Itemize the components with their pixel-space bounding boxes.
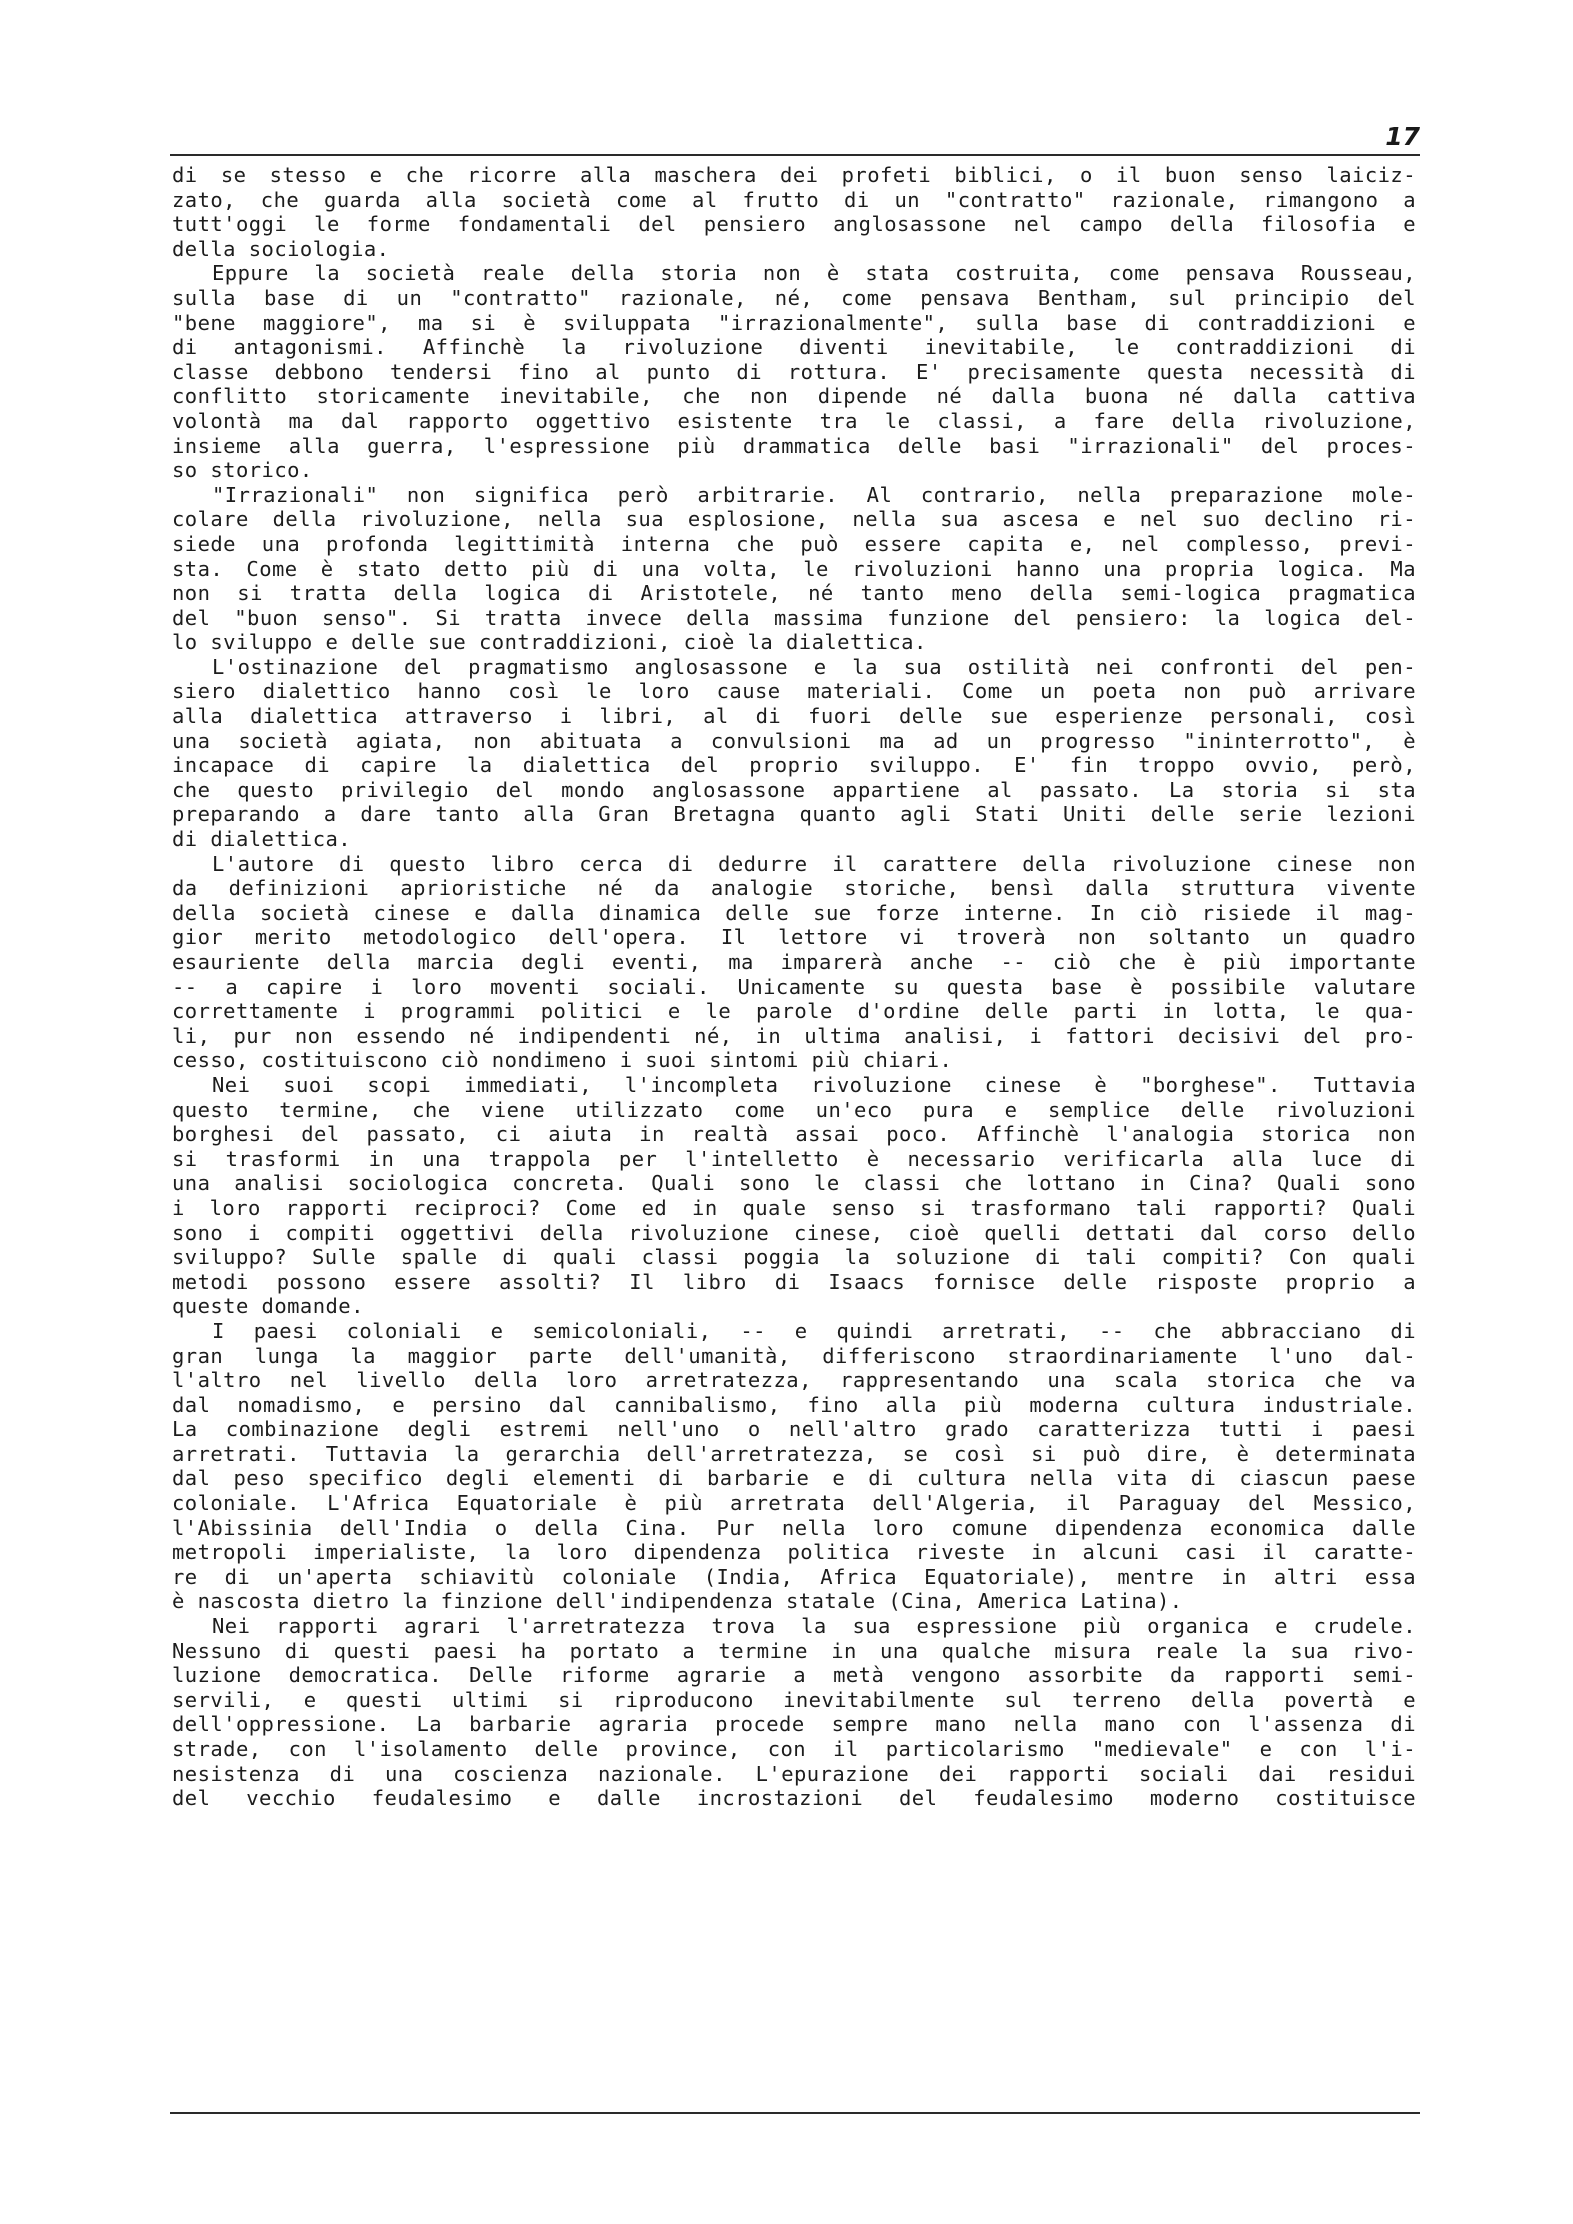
text-line: l'altro nel livello della loro arretratezza, rappresentando una scala storica che va [172, 1368, 1416, 1393]
text-line: zato, che guarda alla società come al frutto di un "contratto" razionale, rimangono a [172, 187, 1416, 212]
body-text [172, 163, 1416, 1811]
text-line: colare della rivoluzione, nella sua esplosione, nella sua ascesa e nel suo declino ri- [172, 507, 1416, 532]
text-line: della sociologia. [172, 236, 390, 261]
text-line: conflitto storicamente inevitabile, che non dipende né dalla buona né dalla cattiva [172, 384, 1416, 409]
text-line: "bene maggiore", ma si è sviluppata "irrazionalmente", sulla base di contraddizioni e [172, 310, 1416, 335]
text-line: dal nomadismo, e persino dal cannibalismo, fino alla più moderna cultura industriale. [172, 1392, 1416, 1417]
page-number: 17 [1385, 122, 1420, 151]
text-line: esauriente della marcia degli eventi, ma imparerà anche -- ciò che è più importante [172, 950, 1416, 974]
text-line: di antagonismi. Affinchè la rivoluzione diventi inevitabile, le contraddizioni di [172, 335, 1416, 360]
text-line: del vecchio feudalesimo e dalle incrostazioni del feudalesimo moderno costituisce [172, 1786, 1416, 1811]
text-line: servili, e questi ultimi si riproducono inevitabilmente sul terreno della povertà e [172, 1687, 1416, 1712]
text-line: tutt'oggi le forme fondamentali del pensiero anglosassone nel campo della filosofia e [172, 212, 1416, 237]
text-line: metropoli imperialiste, la loro dipendenza politica riveste in alcuni casi il caratte- [172, 1540, 1416, 1565]
text-line: so storico. [172, 458, 313, 483]
text-line: L'ostinazione del pragmatismo anglosassone e la sua ostilità nei confronti del pen- [212, 654, 1416, 679]
text-line: sono i compiti oggettivi della rivoluzione cinese, cioè quelli dettati dal corso dello [172, 1220, 1416, 1245]
text-line: alla dialettica attraverso i libri, al di fuori delle sue esperienze personali, così [172, 704, 1416, 729]
text-line: "Irrazionali" non significa però arbitrarie. Al contrario, nella preparazione mole- [212, 482, 1416, 507]
text-line: strade, con l'isolamento delle province, con il particolarismo "medievale" e con l'i- [172, 1737, 1416, 1761]
text-line: che questo privilegio del mondo anglosassone appartiene al passato. La storia si sta [172, 777, 1416, 802]
text-line: volontà ma dal rapporto oggettivo esistente tra le classi, a fare della rivoluzione, [172, 408, 1416, 433]
text-line: cesso, costituiscono ciò nondimeno i suoi sintomi più chiari. [172, 1048, 953, 1073]
text-line: Nei suoi scopi immediati, l'incompleta rivoluzione cinese è "borghese". Tuttavia [212, 1072, 1416, 1097]
text-line: L'autore di questo libro cerca di dedurre il carattere della rivoluzione cinese non [212, 851, 1416, 876]
text-line: questo termine, che viene utilizzato come un'eco pura e semplice delle rivoluzioni [172, 1097, 1416, 1122]
text-line: dal peso specifico degli elementi di barbarie e di cultura nella vita di ciascun paese [172, 1466, 1416, 1491]
text-line: di dialettica. [172, 827, 352, 852]
text-line: li, pur non essendo né indipendenti né, in ultima analisi, i fattori decisivi del pro- [172, 1023, 1416, 1048]
footer-rule [170, 2112, 1420, 2114]
text-line: arretrati. Tuttavia la gerarchia dell'arretratezza, se così si può dire, è determinata [172, 1441, 1416, 1466]
text-line: una società agiata, non abituata a convulsioni ma ad un progresso "ininterrotto", è [172, 728, 1416, 753]
text-line: dell'oppressione. La barbarie agraria procede sempre mano nella mano con l'assenza di [172, 1712, 1416, 1737]
text-line: classe debbono tendersi fino al punto di rottura. E' precisamente questa necessità di [172, 359, 1416, 384]
text-line: siero dialettico hanno così le loro cause materiali. Come un poeta non può arrivare [172, 679, 1416, 704]
text-line: una analisi sociologica concreta. Quali sono le classi che lottano in Cina? Quali sono [172, 1171, 1416, 1196]
text-line: di se stesso e che ricorre alla maschera dei profeti biblici, o il buon senso laiciz- [172, 163, 1416, 187]
text-line: coloniale. L'Africa Equatoriale è più arretrata dell'Algeria, il Paraguay del Messico, [172, 1491, 1416, 1516]
text-line: sta. Come è stato detto più di una volta, le rivoluzioni hanno una propria logica. Ma [172, 556, 1416, 581]
text-line: è nascosta dietro la finzione dell'indipendenza statale (Cina, America Latina). [172, 1589, 1183, 1614]
text-line: metodi possono essere assolti? Il libro di Isaacs fornisce delle risposte proprio a [172, 1269, 1416, 1294]
text-line: Nei rapporti agrari l'arretratezza trova la sua espressione più organica e crudele. [212, 1614, 1416, 1639]
text-line: insieme alla guerra, l'espressione più drammatica delle basi "irrazionali" del proces- [172, 433, 1416, 458]
text-line: incapace di capire la dialettica del proprio sviluppo. E' fin troppo ovvio, però, [172, 753, 1416, 778]
text-line: non si tratta della logica di Aristotele, né tanto meno della semi-logica pragmatica [172, 581, 1416, 606]
text-line: i loro rapporti reciproci? Come ed in quale senso si trasformano tali rapporti? Quali [172, 1195, 1416, 1220]
text-line: Eppure la società reale della storia non è stata costruita, come pensava Rousseau, [212, 261, 1416, 286]
header-rule [170, 154, 1420, 156]
text-line: da definizioni aprioristiche né da analogie storiche, bensì dalla struttura vivente [172, 876, 1416, 901]
text-line: nesistenza di una coscienza nazionale. L'epurazione dei rapporti sociali dai residui [172, 1761, 1416, 1786]
text-line: siede una profonda legittimità interna che può essere capita e, nel complesso, previ- [172, 531, 1416, 556]
text-line: queste domande. [172, 1294, 364, 1319]
text-line: -- a capire i loro moventi sociali. Unicamente su questa base è possibile valutare [172, 974, 1416, 999]
text-line: Nessuno di questi paesi ha portato a termine in una qualche misura reale la sua rivo- [172, 1638, 1416, 1663]
text-line: preparando a dare tanto alla Gran Bretagna quanto agli Stati Uniti delle serie lezioni [172, 802, 1416, 827]
text-line: gior merito metodologico dell'opera. Il lettore vi troverà non soltanto un quadro [172, 925, 1416, 950]
text-line: borghesi del passato, ci aiuta in realtà assai poco. Affinchè l'analogia storica non [172, 1122, 1416, 1147]
text-line: I paesi coloniali e semicoloniali, -- e quindi arretrati, -- che abbracciano di [212, 1318, 1416, 1343]
text-line: correttamente i programmi politici e le parole d'ordine delle parti in lotta, le qua- [172, 999, 1416, 1024]
text-line: lo sviluppo e delle sue contraddizioni, cioè la dialettica. [172, 630, 927, 655]
text-line: sviluppo? Sulle spalle di quali classi poggia la soluzione di tali compiti? Con quali [172, 1245, 1416, 1270]
text-line: l'Abissinia dell'India o della Cina. Pur nella loro comune dipendenza economica dalle [172, 1515, 1416, 1540]
text-line: gran lunga la maggior parte dell'umanità, differiscono straordinariamente l'uno dal- [172, 1343, 1416, 1368]
text-line: si trasformi in una trappola per l'intelletto è necessario verificarla alla luce di [172, 1146, 1416, 1171]
text-line: re di un'aperta schiavitù coloniale (India, Africa Equatoriale), mentre in altri essa [172, 1564, 1416, 1589]
text-line: del "buon senso". Si tratta invece della massima funzione del pensiero: la logica del- [172, 605, 1416, 630]
text-line: della società cinese e dalla dinamica delle sue forze interne. In ciò risiede il mag- [172, 900, 1416, 925]
text-line: luzione democratica. Delle riforme agrarie a metà vengono assorbite da rapporti semi- [172, 1663, 1416, 1688]
text-line: La combinazione degli estremi nell'uno o nell'altro grado caratterizza tutti i paesi [172, 1417, 1416, 1442]
text-line: sulla base di un "contratto" razionale, né, come pensava Bentham, sul principio del [172, 285, 1416, 310]
